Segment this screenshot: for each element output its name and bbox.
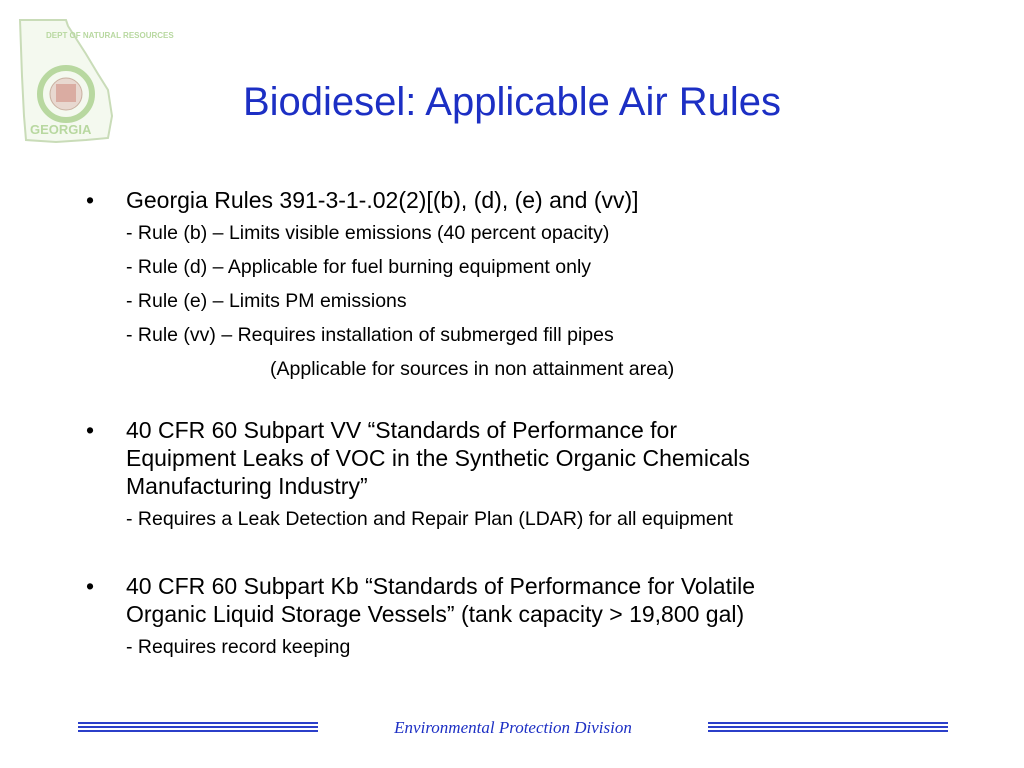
footer-rule-left (78, 722, 318, 734)
bullet-line: Manufacturing Industry” (126, 473, 368, 499)
sub-rule-d: - Rule (d) – Applicable for fuel burning equipment only (126, 256, 592, 278)
sub-rule-b: - Rule (b) – Limits visible emissions (40 percent opacity) (126, 222, 610, 244)
bullet-line: 40 CFR 60 Subpart VV “Standards of Performance for (126, 417, 677, 443)
bullet-line: Organic Liquid Storage Vessels” (tank capacity > 19,800 gal) (126, 601, 745, 627)
slide-content (86, 186, 986, 664)
bullet-subpart-kb (86, 572, 986, 628)
footer-division-name: Environmental Protection Division (394, 718, 632, 737)
bullet-line: 40 CFR 60 Subpart Kb “Standards of Performance for Volatile (126, 573, 755, 599)
sub-ldar: - Requires a Leak Detection and Repair Plan (LDAR) for all equipment (126, 508, 733, 530)
svg-text:GEORGIA: GEORGIA (30, 122, 92, 137)
svg-text:DEPT OF NATURAL RESOURCES: DEPT OF NATURAL RESOURCES (46, 31, 174, 40)
spacer (86, 386, 986, 416)
bullet-line: Equipment Leaks of VOC in the Synthetic Organic Chemicals (126, 445, 750, 471)
georgia-state-seal-icon (16, 16, 174, 146)
bullet-text: Georgia Rules 391-3-1-.02(2)[(b), (d), (e) and (vv)] (126, 187, 639, 213)
bullet-glyph: • (86, 187, 95, 213)
footer-rule-right (708, 722, 948, 734)
bullet-glyph: • (86, 417, 95, 443)
spacer (86, 536, 986, 572)
epd-logo (16, 16, 174, 146)
sub-rule-e: - Rule (e) – Limits PM emissions (126, 290, 407, 312)
bullet-glyph: • (86, 573, 95, 599)
bullet-subpart-vv (86, 416, 986, 500)
bullet-georgia-rules (86, 186, 986, 214)
sub-rule-vv: - Rule (vv) – Requires installation of submerged fill pipes (126, 324, 614, 346)
sub-rule-vv-note: (Applicable for sources in non attainment area) (270, 358, 675, 380)
sub-record-keeping: - Requires record keeping (126, 636, 351, 658)
slide-title: Biodiesel: Applicable Air Rules (242, 80, 782, 124)
